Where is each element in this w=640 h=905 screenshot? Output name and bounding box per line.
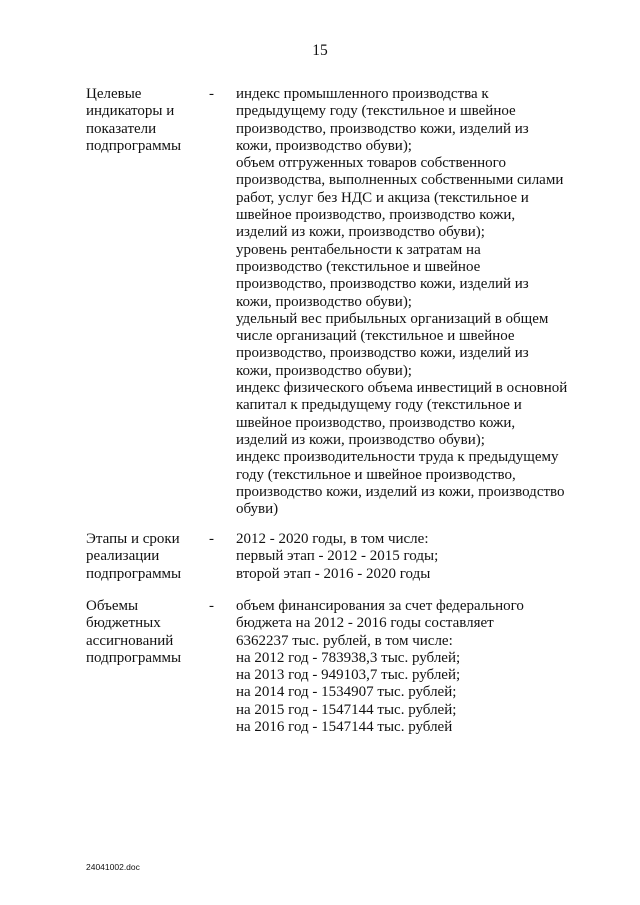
content-line: объем отгруженных товаров собственного — [236, 155, 506, 172]
section-label — [86, 86, 206, 155]
content-line: работ, услуг без НДС и акциза (текстильное и — [236, 189, 529, 206]
content-line: изделий из кожи, производство обуви); — [236, 224, 485, 241]
content-line: капитал к предыдущему году (текстильное и — [236, 397, 522, 414]
section-label — [86, 531, 206, 583]
content-line: году (текстильное и швейное производство, — [236, 466, 516, 483]
label-line: Целевые — [86, 86, 142, 102]
label-line: ассигнований — [86, 632, 174, 649]
content-line: на 2016 год - 1547144 тыс. рублей — [236, 719, 453, 736]
content-line: удельный вес прибыльных организаций в общем — [236, 310, 549, 327]
content-line: второй этап - 2016 - 2020 годы — [236, 565, 431, 582]
label-line: подпрограммы — [86, 137, 182, 154]
label-line: реализации — [86, 548, 160, 565]
section-content — [236, 531, 581, 583]
label-line: подпрограммы — [86, 565, 182, 582]
content-line: индекс производительности труда к предыдущему — [236, 449, 559, 466]
content-line: производства, выполненных собственными силами — [236, 172, 564, 189]
content-line: индекс промышленного производства к — [236, 86, 489, 102]
content-line: производство, производство кожи, изделий из — [236, 120, 529, 137]
page-number: 15 — [312, 42, 328, 59]
content-line: предыдущему году (текстильное и швейное — [236, 103, 516, 120]
section-content — [236, 86, 581, 518]
footer-filename: 24041002.doc — [86, 862, 140, 872]
content-line: 2012 - 2020 годы, в том числе: — [236, 531, 429, 547]
content-line: производство, производство кожи, изделий из — [236, 276, 529, 293]
content-line: обуви) — [236, 501, 279, 518]
content-line: кожи, производство обуви); — [236, 293, 412, 310]
content-line: на 2012 год - 783938,3 тыс. рублей; — [236, 649, 461, 666]
label-line: бюджетных — [86, 615, 161, 632]
content-line: числе организаций (текстильное и швейное — [236, 328, 515, 345]
label-line: показатели — [86, 120, 157, 137]
content-line: на 2014 год - 1534907 тыс. рублей; — [236, 684, 457, 701]
section-dash: - — [209, 86, 214, 102]
content-line: индекс физического объема инвестиций в основной — [236, 380, 568, 397]
content-line: изделий из кожи, производство обуви); — [236, 431, 485, 448]
content-line: производство (текстильное и швейное — [236, 258, 481, 275]
section-dash: - — [209, 598, 214, 614]
content-line: на 2013 год - 949103,7 тыс. рублей; — [236, 667, 461, 684]
content-line: производство кожи, изделий из кожи, производство — [236, 483, 565, 500]
label-line: индикаторы и — [86, 103, 175, 120]
label-line: Объемы — [86, 598, 139, 614]
content-line: первый этап - 2012 - 2015 годы; — [236, 548, 439, 565]
content-line: кожи, производство обуви); — [236, 362, 412, 379]
content-line: на 2015 год - 1547144 тыс. рублей; — [236, 701, 457, 718]
content-line: бюджета на 2012 - 2016 годы составляет — [236, 615, 494, 632]
content-line: 6362237 тыс. рублей, в том числе: — [236, 632, 453, 649]
section-content — [236, 598, 581, 736]
content-line: производство, производство кожи, изделий из — [236, 345, 529, 362]
content-line: уровень рентабельности к затратам на — [236, 241, 481, 258]
content-line: швейное производство, производство кожи, — [236, 207, 516, 224]
section-dash: - — [209, 531, 214, 547]
content-line: объем финансирования за счет федерального — [236, 598, 524, 614]
label-line: подпрограммы — [86, 649, 182, 666]
content-line: швейное производство, производство кожи, — [236, 414, 516, 431]
label-line: Этапы и сроки — [86, 531, 180, 547]
content-line: кожи, производство обуви); — [236, 137, 412, 154]
section-label — [86, 598, 206, 667]
